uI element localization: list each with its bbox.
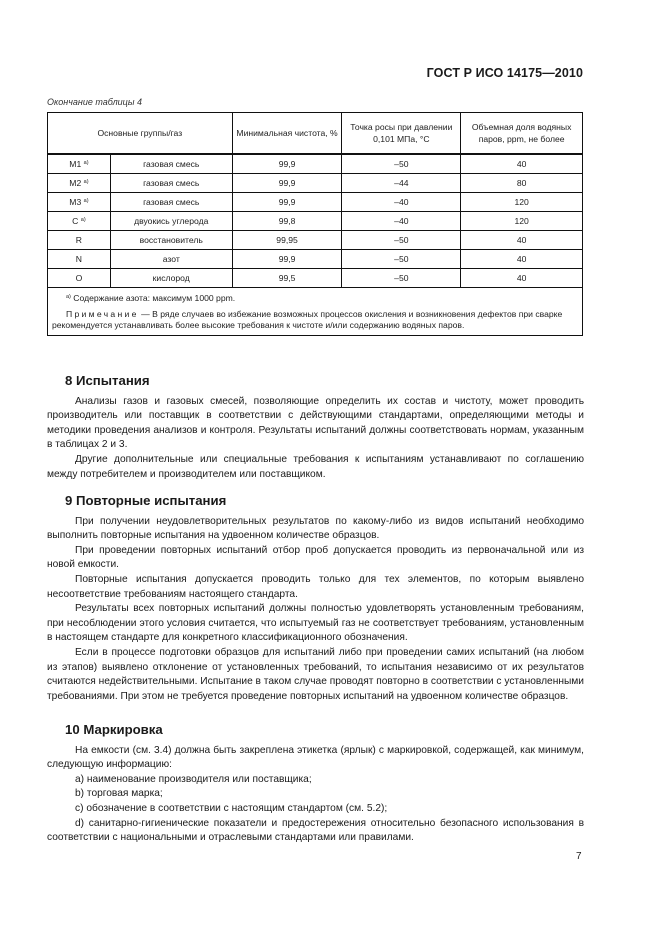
section-10-marking — [47, 723, 584, 846]
table-footnote: $^{а)}$ Содержание азота: максимум 1000 ppm. — [66, 293, 236, 303]
list-item: d) санитарно-гигиенические показатели и предостережения относительно безопасного использования в соответствии с национальными и отраслевыми стандартами или правилами. — [47, 817, 584, 844]
table-row — [48, 250, 583, 269]
table-row — [48, 231, 583, 250]
gas-requirements-table — [47, 112, 583, 336]
section-heading: 10 Маркировка — [65, 722, 163, 737]
cell-moisture: 40 — [461, 154, 583, 174]
cell-dew-point: –40 — [342, 193, 461, 212]
list-item: b) торговая марка; — [75, 788, 163, 800]
table-row — [48, 193, 583, 212]
cell-purity: 99,9 — [232, 154, 342, 174]
column-header-moisture: Объемная доля водяных паров, ppm, не более — [461, 113, 583, 155]
cell-group: N — [48, 250, 111, 269]
cell-purity: 99,9 — [232, 193, 342, 212]
cell-moisture: 40 — [461, 250, 583, 269]
paragraph: На емкости (см. 3.4) должна быть закреплена этикетка (ярлык) с маркировкой, содержащей, как минимум, следующую информацию: — [47, 744, 584, 771]
note-label: Примечание — [66, 308, 139, 319]
paragraph: Анализы газов и газовых смесей, позволяющие определить их состав и чистоту, может проводить производитель или поставщик в соответствии с действующими стандартами, определяющими методы и методики проведения анализов и контроля. Результаты испытаний должны соответствовать нормам, указанным в таблицах 2 и 3. — [47, 395, 584, 451]
cell-gas: газовая смесь — [110, 193, 232, 212]
paragraph: Повторные испытания допускается проводить только для тех элементов, по которым выявлено несоответствие требованиям настоящего стандарта. — [47, 573, 584, 600]
cell-dew-point: –50 — [342, 269, 461, 288]
section-9-retesting — [47, 494, 584, 704]
paragraph: Результаты всех повторных испытаний должны полностью удовлетворять установленным требованиям, при несоблюдении этого условия считается, что испытуемый газ не соответствует требованиям, установленным в настоящем стандарте для конкретного классификационного обозначения. — [47, 603, 584, 644]
table-notes-row — [48, 288, 583, 336]
cell-moisture: 80 — [461, 174, 583, 193]
note-text: — В ряде случаев во избежание возможных процессов окисления и возникновения дефектов при сварке рекомендуется устанавливать более высокие требования к чистоте и/или содержанию водяных паров. — [52, 308, 563, 330]
cell-group: M2 $^{a)}$ — [48, 174, 111, 193]
cell-dew-point: –50 — [342, 154, 461, 174]
table-row — [48, 212, 583, 231]
paragraph: Другие дополнительные или специальные требования к испытаниям устанавливают по соглашению между потребителем и производителем или поставщиком. — [47, 453, 584, 480]
cell-dew-point: –44 — [342, 174, 461, 193]
list-item: a) наименование производителя или поставщика; — [75, 773, 312, 785]
column-header-purity: Минимальная чистота, % — [232, 113, 342, 155]
cell-purity: 99,9 — [232, 174, 342, 193]
table-row — [48, 269, 583, 288]
cell-moisture: 120 — [461, 193, 583, 212]
cell-moisture: 40 — [461, 269, 583, 288]
cell-group: M1 $^{a)}$ — [48, 154, 111, 174]
cell-purity: 99,5 — [232, 269, 342, 288]
column-header-dew-point: Точка росы при давлении 0,101 МПа, °С — [342, 113, 461, 155]
cell-group: O — [48, 269, 111, 288]
cell-group: R — [48, 231, 111, 250]
cell-moisture: 120 — [461, 212, 583, 231]
paragraph: При проведении повторных испытаний отбор проб допускается проводить из первоначальной или из новой емкости. — [47, 544, 584, 571]
cell-gas: двуокись углерода — [110, 212, 232, 231]
cell-gas: газовая смесь — [110, 174, 232, 193]
table-caption: Окончание таблицы 4 — [47, 97, 142, 107]
list-item: c) обозначение в соответствии с настоящим стандартом (см. 5.2); — [75, 802, 388, 814]
paragraph: При получении неудовлетворительных результатов по какому-либо из видов испытаний необходимо выполнить повторные испытания на удвоенном количестве образцов. — [47, 515, 584, 542]
cell-gas: азот — [110, 250, 232, 269]
cell-group: C $^{a)}$ — [48, 212, 111, 231]
table-header-row — [48, 113, 583, 155]
paragraph: Если в процессе подготовки образцов для испытаний либо при проведении самих испытаний (на любом из этапов) выявлено отклонение от установленных требований, то испытания независимо от их результатов считаются недействительными. Испытание в таком случае проводят повторно в соответствии с установленными требованиями. При этом не требуется проведение повторных испытаний на удвоенном количестве образцов. — [47, 646, 584, 702]
table-row — [48, 174, 583, 193]
cell-gas: восстановитель — [110, 231, 232, 250]
column-header-group: Основные группы/газ — [48, 113, 233, 155]
section-heading: 8 Испытания — [65, 373, 150, 388]
table-row — [48, 154, 583, 174]
document-code: ГОСТ Р ИСО 14175—2010 — [426, 66, 583, 80]
section-heading: 9 Повторные испытания — [65, 493, 227, 508]
section-8-testing — [47, 374, 584, 482]
cell-purity: 99,95 — [232, 231, 342, 250]
table-note — [52, 309, 578, 332]
cell-group: M3 $^{a)}$ — [48, 193, 111, 212]
cell-dew-point: –40 — [342, 212, 461, 231]
cell-dew-point: –50 — [342, 231, 461, 250]
cell-gas: газовая смесь — [110, 154, 232, 174]
cell-gas: кислород — [110, 269, 232, 288]
cell-moisture: 40 — [461, 231, 583, 250]
cell-purity: 99,8 — [232, 212, 342, 231]
cell-purity: 99,9 — [232, 250, 342, 269]
page-number: 7 — [576, 851, 582, 862]
table-notes — [48, 288, 583, 336]
cell-dew-point: –50 — [342, 250, 461, 269]
